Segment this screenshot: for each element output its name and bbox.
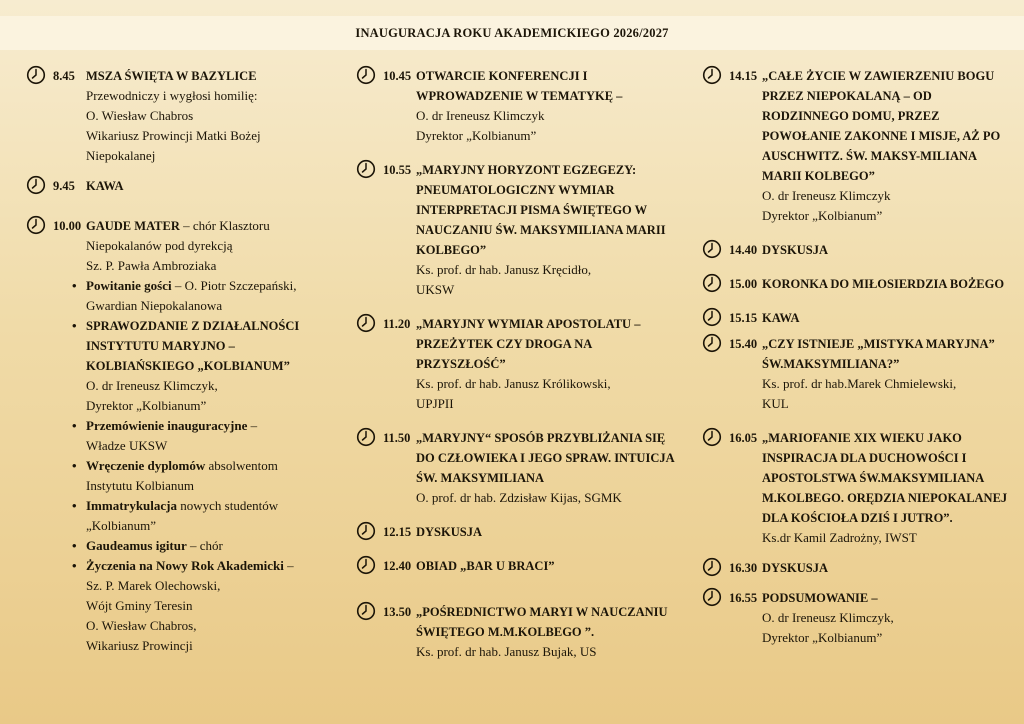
schedule-entry — [356, 160, 674, 300]
clock-icon — [356, 313, 376, 333]
clock-icon — [356, 521, 376, 541]
schedule-entry — [702, 334, 1014, 414]
entry-line: Ks. prof. dr hab. Janusz Kręcidło, — [416, 262, 592, 277]
list-item-rest: – O. Piotr Szczepański, — [171, 278, 297, 293]
entry-line: UKSW — [416, 282, 455, 297]
entry-line: O. dr Ireneusz Klimczyk, — [762, 610, 894, 625]
list-item — [72, 536, 338, 556]
entry-title: „MARYJNY WYMIAR APOSTOLATU – PRZEŻYTEK CZY DROGA NA PRZYSZŁOŚĆ” — [416, 317, 641, 371]
time-label: 10.00 — [53, 219, 82, 233]
clock-icon — [702, 273, 722, 293]
list-item-line: Gwardian Niepokalanowa — [86, 298, 223, 313]
clock-icon — [26, 175, 46, 195]
clock-icon — [702, 427, 722, 447]
schedule-entry — [702, 558, 1014, 578]
schedule-entry — [26, 176, 338, 196]
entry-title-rest: – chór Klasztoru — [179, 218, 270, 233]
entry-line: Niepokalanej — [86, 148, 156, 163]
time-label: 11.50 — [383, 431, 411, 445]
entry-line: O. Wiesław Chabros — [86, 108, 194, 123]
entry-title: „CZY ISTNIEJE „MISTYKA MARYJNA” ŚW.MAKSYMILIANA?” — [762, 337, 995, 371]
time-label: 12.40 — [383, 559, 412, 573]
entry-line: Przewodniczy i wygłosi homilię: — [86, 88, 258, 103]
entry-line: Ks. prof. dr hab. Janusz Królikowski, — [416, 376, 611, 391]
header-banner — [0, 16, 1024, 50]
entry-title: KAWA — [762, 311, 800, 325]
time-label: 8.45 — [53, 69, 75, 83]
schedule-entry — [356, 314, 674, 414]
time-label: 14.15 — [729, 69, 758, 83]
clock-icon — [356, 65, 376, 85]
entry-title: DYSKUSJA — [762, 243, 828, 257]
list-item-bold: SPRAWOZDANIE Z DZIAŁALNOŚCI INSTYTUTU MARYJNO – KOLBIAŃSKIEGO „KOLBIANUM” — [86, 319, 300, 373]
schedule-column-3 — [702, 66, 1014, 662]
time-label: 14.40 — [729, 243, 758, 257]
list-item — [72, 456, 338, 496]
entry-line: Dyrektor „Kolbianum” — [762, 630, 883, 645]
clock-icon — [356, 427, 376, 447]
entry-line: O. dr Ireneusz Klimczyk — [416, 108, 545, 123]
entry-title: KAWA — [86, 179, 124, 193]
time-label: 16.05 — [729, 431, 758, 445]
schedule-entry — [702, 588, 1014, 648]
entry-title: „MARYJNY“ SPOSÓB PRZYBLIŻANIA SIĘ DO CZŁOWIEKA I JEGO SPRAW. INTUICJA ŚW. MAKSYMILIANA — [416, 431, 674, 485]
entry-line: Wikariusz Prowincji Matki Bożej — [86, 128, 261, 143]
schedule-entry — [702, 274, 1014, 294]
entry-line: Niepokalanów pod dyrekcją — [86, 238, 233, 253]
time-label: 15.15 — [729, 311, 758, 325]
list-item-line: Wikariusz Prowincji — [86, 638, 193, 653]
entry-title: „MARYJNY HORYZONT EGZEGEZY: PNEUMATOLOGICZNY WYMIAR INTERPRETACJI PISMA ŚWIĘTEGO W NAUCZANIU ŚW. MAKSYMILIANA MARII KOLBEGO” — [416, 163, 666, 257]
clock-icon — [356, 601, 376, 621]
time-label: 10.45 — [383, 69, 412, 83]
entry-line: Ks. prof. dr hab.Marek Chmielewski, — [762, 376, 957, 391]
schedule-entry — [26, 66, 338, 166]
schedule-entry — [702, 66, 1014, 226]
entry-line: O. prof. dr hab. Zdzisław Kijas, SGMK — [416, 490, 622, 505]
clock-icon — [702, 65, 722, 85]
time-label: 16.55 — [729, 591, 758, 605]
schedule-column-1 — [26, 66, 338, 670]
list-item — [72, 416, 338, 456]
list-item-bold: Wręczenie dyplomów — [86, 458, 206, 473]
entry-title: DYSKUSJA — [416, 525, 482, 539]
schedule-entry — [702, 428, 1014, 548]
schedule-entry — [702, 308, 1014, 328]
clock-icon — [26, 65, 46, 85]
list-item-rest: – — [247, 418, 258, 433]
schedule-column-2 — [356, 66, 674, 676]
list-item-bold: Przemówienie inauguracyjne — [86, 418, 248, 433]
time-label: 11.20 — [383, 317, 411, 331]
list-item-line: O. dr Ireneusz Klimczyk, — [86, 378, 218, 393]
list-item-line: Instytutu Kolbianum — [86, 478, 194, 493]
time-label: 12.15 — [383, 525, 412, 539]
clock-icon — [702, 333, 722, 353]
clock-icon — [356, 159, 376, 179]
clock-icon — [702, 239, 722, 259]
time-label: 16.30 — [729, 561, 758, 575]
time-label: 9.45 — [53, 179, 75, 193]
list-item — [72, 276, 338, 316]
list-item-line: Dyrektor „Kolbianum” — [86, 398, 207, 413]
schedule-entry — [26, 216, 338, 656]
clock-icon — [26, 215, 46, 235]
list-item-rest: – — [283, 558, 294, 573]
entry-title: „MARIOFANIE XIX WIEKU JAKO INSPIRACJA DLA DUCHOWOŚCI I APOSTOLSTWA ŚW.MAKSYMILIANA M.KOLBEGO. ORĘDZIA NIEPOKALANEJ DLA KOŚCIOŁA DZIŚ I JUTRO”. — [762, 431, 1008, 525]
list-item — [72, 496, 338, 536]
schedule-entry — [356, 556, 674, 576]
clock-icon — [702, 557, 722, 577]
list-item-line: „Kolbianum” — [86, 518, 157, 533]
entry-title: KORONKA DO MIŁOSIERDZIA BOŻEGO — [762, 277, 1005, 291]
page-title: INAUGURACJA ROKU AKADEMICKIEGO 2026/2027 — [355, 25, 669, 40]
list-item-rest: – chór — [186, 538, 223, 553]
entry-title: OBIAD „BAR U BRACI” — [416, 559, 555, 573]
list-item-line: Wójt Gminy Teresin — [86, 598, 193, 613]
entry-line: O. dr Ireneusz Klimczyk — [762, 188, 891, 203]
entry-title: OTWARCIE KONFERENCJI I WPROWADZENIE W TEMATYKĘ – — [416, 69, 623, 103]
list-item-bold: Powitanie gości — [86, 278, 172, 293]
entry-line: KUL — [762, 396, 789, 411]
list-item-bold: Życzenia na Nowy Rok Akademicki — [86, 558, 284, 573]
list-item-line: Sz. P. Marek Olechowski, — [86, 578, 221, 593]
program-list — [86, 276, 338, 656]
entry-line: Dyrektor „Kolbianum” — [416, 128, 537, 143]
schedule-entry — [356, 66, 674, 146]
time-label: 10.55 — [383, 163, 412, 177]
entry-line: Dyrektor „Kolbianum” — [762, 208, 883, 223]
list-item-bold: Gaudeamus igitur — [86, 538, 187, 553]
entry-line: UPJPII — [416, 396, 454, 411]
list-item-rest: absolwentom — [205, 458, 278, 473]
list-item — [72, 556, 338, 656]
list-item-rest: nowych studentów — [177, 498, 279, 513]
schedule-entry — [356, 602, 674, 662]
list-item-bold: Immatrykulacja — [86, 498, 177, 513]
clock-icon — [356, 555, 376, 575]
entry-line: Ks.dr Kamil Zadrożny, IWST — [762, 530, 917, 545]
schedule-entry — [356, 522, 674, 542]
entry-line: Sz. P. Pawła Ambroziaka — [86, 258, 217, 273]
entry-title: „POŚREDNICTWO MARYI W NAUCZANIU ŚWIĘTEGO M.M.KOLBEGO ”. — [416, 605, 668, 639]
entry-title: PODSUMOWANIE – — [762, 591, 878, 605]
list-item-line: Władze UKSW — [86, 438, 168, 453]
list-item-line: O. Wiesław Chabros, — [86, 618, 197, 633]
time-label: 13.50 — [383, 605, 412, 619]
clock-icon — [702, 587, 722, 607]
entry-title: „CAŁE ŻYCIE W ZAWIERZENIU BOGU PRZEZ NIEPOKALANĄ – OD RODZINNEGO DOMU, PRZEZ POWOŁANIE ZAKONNE I MISJE, AŻ PO AUSCHWITZ. ŚW. MAKSY-MILIANA MARII KOLBEGO” — [762, 69, 1001, 183]
entry-title: DYSKUSJA — [762, 561, 828, 575]
time-label: 15.40 — [729, 337, 758, 351]
entry-line: Ks. prof. dr hab. Janusz Bujak, US — [416, 644, 597, 659]
entry-title: GAUDE MATER — [86, 219, 180, 233]
entry-title: MSZA ŚWIĘTA W BAZYLICE — [86, 69, 257, 83]
clock-icon — [702, 307, 722, 327]
time-label: 15.00 — [729, 277, 758, 291]
schedule-entry — [702, 240, 1014, 260]
list-item — [72, 316, 338, 416]
schedule-entry — [356, 428, 674, 508]
